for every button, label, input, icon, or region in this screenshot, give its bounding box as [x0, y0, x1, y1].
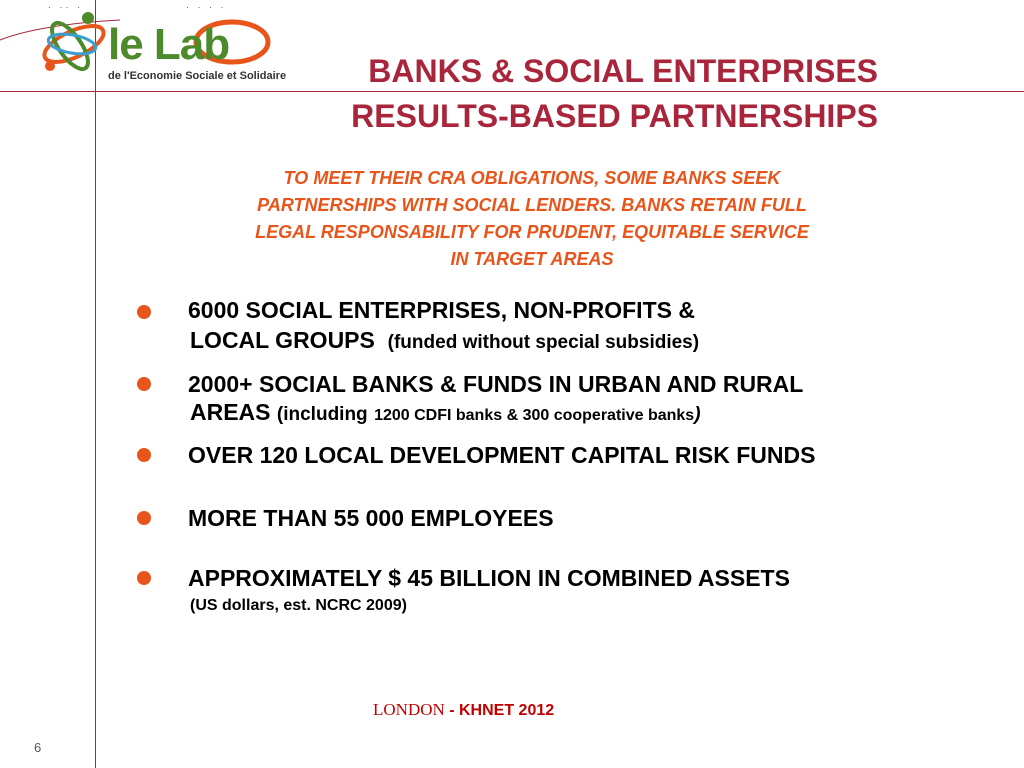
bullet-2-paren: (including [276, 404, 368, 425]
bullet-1-note: (funded without special subsidies) [387, 332, 700, 353]
bullet-icon [137, 448, 151, 462]
logo-subtitle: de l'Economie Sociale et Solidaire [108, 70, 287, 82]
bullet-1-main: LOCAL GROUPS [190, 327, 375, 353]
page-number: 6 [34, 740, 42, 755]
bullet-icon [137, 571, 151, 585]
bullet-4: MORE THAN 55 000 EMPLOYEES [188, 505, 554, 531]
footer-city: LONDON [373, 700, 445, 719]
bullet-2-close: ) [694, 404, 701, 425]
bullet-2-note: 1200 CDFI banks & 300 cooperative banks [374, 407, 695, 424]
horizontal-rule [0, 91, 1024, 92]
footer-event: - KHNET 2012 [444, 702, 555, 719]
subtitle-line2: PARTNERSHIPS WITH SOCIAL LENDERS. BANKS RETAIN FULL [257, 195, 807, 215]
bullet-2-main: AREAS [190, 399, 271, 425]
bullet-1-line1: 6000 SOCIAL ENTERPRISES, NON-PROFITS & [188, 297, 695, 323]
bullet-icon [137, 511, 151, 525]
header-dots-left: · ·· · [48, 2, 83, 12]
subtitle-line4: IN TARGET AREAS [450, 249, 614, 269]
bullet-5: APPROXIMATELY $ 45 BILLION IN COMBINED ASSETS [188, 565, 790, 591]
bullet-5-note: (US dollars, est. NCRC 2009) [190, 597, 407, 614]
vertical-rule [95, 0, 96, 768]
bullet-3: OVER 120 LOCAL DEVELOPMENT CAPITAL RISK FUNDS [188, 442, 816, 468]
header-dots-right: · · · · [186, 2, 227, 12]
slide-title-line1: BANKS & SOCIAL ENTERPRISES [368, 53, 878, 89]
bullet-1-line2 [190, 329, 699, 352]
bullet-icon [137, 305, 151, 319]
subtitle-line3: LEGAL RESPONSABILITY FOR PRUDENT, EQUITABLE SERVICE [255, 222, 809, 242]
bullet-2-line1: 2000+ SOCIAL BANKS & FUNDS IN URBAN AND RURAL [188, 371, 804, 397]
bullet-2-line2 [190, 401, 701, 424]
bullet-icon [137, 377, 151, 391]
footer [373, 700, 554, 720]
logo [0, 0, 290, 90]
slide-title-line2: RESULTS-BASED PARTNERSHIPS [351, 98, 878, 134]
logo-wordmark: le Lab [108, 20, 230, 69]
subtitle-line1: TO MEET THEIR CRA OBLIGATIONS, SOME BANKS SEEK [283, 168, 781, 188]
